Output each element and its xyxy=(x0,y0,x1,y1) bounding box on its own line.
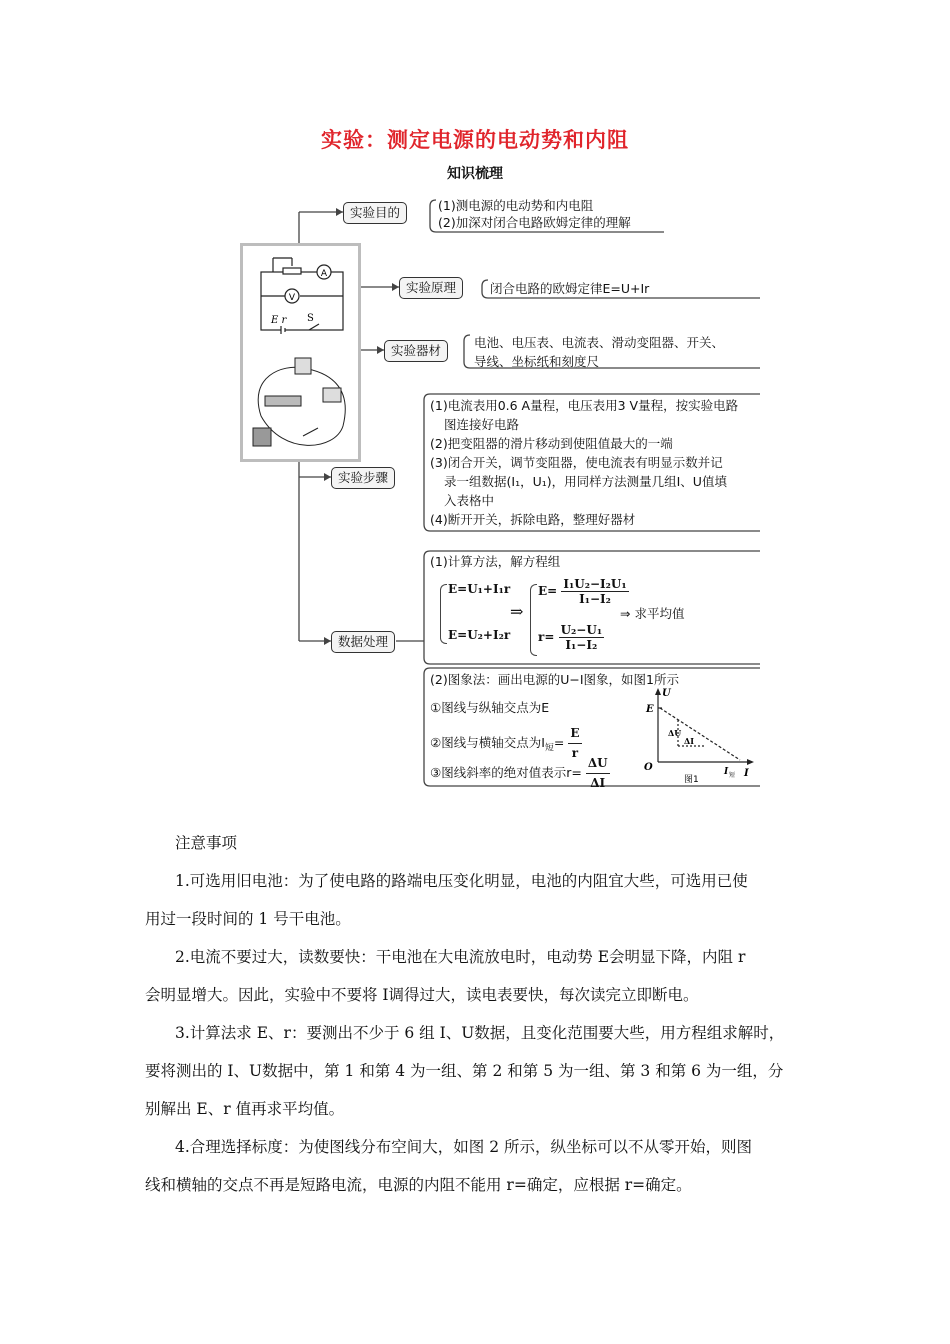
note-paragraph: 要将测出的 I、U数据中，第 1 和第 4 为一组、第 2 和第 5 为一组、第 3 和第 6 为一组，分 xyxy=(145,1062,784,1080)
step-line: (4)断开开关，拆除电路，整理好器材 xyxy=(430,512,636,527)
solution-e-num: I₁U₂−I₂U₁ xyxy=(563,577,627,591)
section-subtitle: 知识梳理 xyxy=(447,166,503,182)
node-data: 数据处理 xyxy=(331,631,395,653)
circuit-diagram xyxy=(243,246,358,459)
solution-r-lhs: r= xyxy=(538,630,555,644)
notes-section xyxy=(145,824,825,1204)
graph-du-label: ΔU xyxy=(668,728,682,738)
note-paragraph: 用过一段时间的 1 号干电池。 xyxy=(145,910,351,928)
average-step: ⇒ 求平均值 xyxy=(620,606,685,621)
purpose-list xyxy=(438,196,631,232)
purpose-item: (1)测电源的电动势和内电阻 xyxy=(438,198,594,213)
node-principle: 实验原理 xyxy=(399,277,463,299)
equipment-line: 导线、坐标纸和刻度尺 xyxy=(474,354,600,369)
data-method2: (2)图象法：画出电源的U−I图象，如图1所示 xyxy=(430,672,679,687)
purpose-item: (2)加深对闭合电路欧姆定律的理解 xyxy=(438,215,631,230)
step-line: (1)电流表用0.6 A量程，电压表用3 V量程，按实验电路 xyxy=(430,398,739,413)
apparatus-sketch xyxy=(253,358,345,446)
graph-caption: 图1 xyxy=(684,775,699,785)
steps-list xyxy=(430,396,738,529)
note-paragraph: 线和横轴的交点不再是短路电流，电源的内阻不能用 r=确定，应根据 r=确定。 xyxy=(145,1176,692,1194)
step-line: 图连接好电路 xyxy=(444,417,520,432)
voltmeter-label: V xyxy=(288,293,296,303)
node-equipment: 实验器材 xyxy=(384,340,448,362)
equation-1: E=U₁+I₁r xyxy=(448,582,511,596)
node-steps: 实验步骤 xyxy=(331,467,395,489)
note-paragraph: 会明显增大。因此，实验中不要将 I调得过大，读电表要快，每次读完立即断电。 xyxy=(145,986,699,1004)
page-title: 实验：测定电源的电动势和内阻 xyxy=(321,128,629,152)
graph-point-2-num: E xyxy=(568,724,581,744)
note-paragraph: 2.电流不要过大，读数要快：干电池在大电流放电时，电动势 E会明显下降，内阻 r xyxy=(175,948,746,966)
graph-e-label: E xyxy=(646,704,654,715)
solution-e-den: I₁−I₂ xyxy=(579,592,611,606)
implies-arrow: ⇒ xyxy=(510,602,524,621)
graph-y-label: U xyxy=(662,688,671,699)
solution-r-den: I₁−I₂ xyxy=(565,638,598,652)
graph-point-1: ①图线与纵轴交点为E xyxy=(430,700,550,715)
graph-point-2-eq: = xyxy=(553,735,565,750)
step-line: 录一组数据(I₁，U₁)，用同样方法测量几组I、U值填 xyxy=(444,474,727,489)
data-method1: (1)计算方法，解方程组 xyxy=(430,554,561,569)
equation-2: E=U₂+I₂r xyxy=(448,628,511,642)
circuit-figure xyxy=(240,243,361,462)
graph-origin: O xyxy=(644,762,653,773)
graph-point-2-text: ②图线与横轴交点为I xyxy=(430,735,545,750)
note-paragraph: 别解出 E、r 值再求平均值。 xyxy=(145,1100,345,1118)
eq-brace xyxy=(440,584,447,644)
graph-point-2-den: r xyxy=(571,746,579,760)
note-paragraph: 4.合理选择标度：为使图线分布空间大，如图 2 所示，纵坐标可以不从零开始，则图 xyxy=(175,1138,753,1156)
principle-text: 闭合电路的欧姆定律E=U+Ir xyxy=(490,281,650,296)
solution-r xyxy=(538,623,604,652)
graph-isc-sub: 短 xyxy=(729,772,736,779)
graph-point-3-den: ΔI xyxy=(590,776,606,790)
switch-label: S xyxy=(307,313,314,324)
equipment-text xyxy=(474,333,724,371)
emf-label: E r xyxy=(271,315,287,326)
notes-heading: 注意事项 xyxy=(175,834,238,852)
ui-graph xyxy=(640,686,760,786)
solution-r-num: U₂−U₁ xyxy=(560,623,603,637)
graph-point-3-text: ③图线斜率的绝对值表示r= xyxy=(430,765,582,780)
graph-x-label: I xyxy=(744,768,749,779)
step-line: (3)闭合开关，调节变阻器，使电流表有明显示数并记 xyxy=(430,455,723,470)
graph-point-3-num: ΔU xyxy=(586,754,610,774)
node-purpose: 实验目的 xyxy=(343,202,407,224)
solution-brace xyxy=(530,584,537,656)
note-paragraph: 1.可选用旧电池：为了使电路的路端电压变化明显，电池的内阻宜大些，可选用已使 xyxy=(175,872,748,890)
note-paragraph: 3.计算法求 E、r：要测出不少于 6 组 I、U数据，且变化范围要大些，用方程组求解时， xyxy=(175,1024,785,1042)
graph-point-3 xyxy=(430,754,610,793)
graph-point-2-sub: 短 xyxy=(544,743,554,754)
ammeter-label: A xyxy=(320,269,328,279)
graph-isc-label: I xyxy=(724,767,729,777)
solution-e xyxy=(538,577,629,606)
graph-di-label: ΔI xyxy=(684,736,694,746)
equipment-line: 电池、电压表、电流表、滑动变阻器、开关、 xyxy=(474,335,725,350)
step-line: (2)把变阻器的滑片移动到使阻值最大的一端 xyxy=(430,436,673,451)
step-line: 入表格中 xyxy=(444,493,495,508)
solution-e-lhs: E= xyxy=(538,584,558,598)
